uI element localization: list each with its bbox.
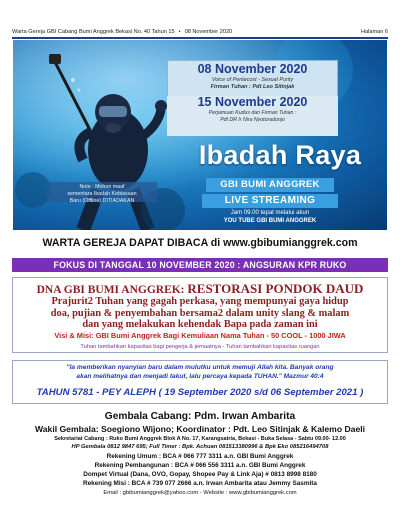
dna-line-1: Prajurit2 Tuhan yang gagah perkasa, yang mempunyai gaya hidup xyxy=(51,296,349,307)
account-mission: Rekening Misi : BCA # 739 077 2666 a.n. Irwan Ambarita atau Jemmy Sasmita xyxy=(83,480,317,487)
header-date: 08 November 2020 xyxy=(184,28,233,35)
dna-title-main: RESTORASI PONDOK DAUD xyxy=(187,281,364,296)
email-website: Email : gbibumianggrek@yahoo.com - Website : www.gbibumianggrek.com xyxy=(103,490,297,496)
live-streaming-badge: LIVE STREAMING xyxy=(202,194,338,208)
header-page-number: Halaman 6 xyxy=(360,28,388,35)
focus-banner: FOKUS DI TANGGAL 10 NOVEMBER 2020 : ANGSURAN KPR RUKO xyxy=(12,258,388,272)
dna-title-prefix: DNA GBI BUMI ANGGREK: xyxy=(36,284,188,296)
banner-title: Ibadah Raya xyxy=(198,140,362,170)
dna-statement xyxy=(12,296,388,331)
vision-mission: Visi & Misi: GBI Bumi Anggrek Bagi Kemuliaan Nama Tuhan - 50 COOL - 1000 JIWA xyxy=(54,331,346,340)
header-divider xyxy=(12,37,388,39)
contact-phones: HP Gembala 0812 9847 695; Full Timer : Bpk. Achuan 081513380996 & Bpk Eko 085216494708 xyxy=(71,444,329,450)
note-line-1: Note : Mohon maaf xyxy=(79,184,125,190)
offline-note xyxy=(47,182,157,202)
year-theme: TAHUN 5781 - PEY ALEPH ( 19 September 2020 s/d 06 September 2021 ) xyxy=(36,387,364,398)
service-date-1: 08 November 2020 xyxy=(197,62,308,76)
service-date-2: 15 November 2020 xyxy=(197,95,308,109)
church-name-badge: GBI BUMI ANGGREK xyxy=(206,178,334,192)
service-time: Jam 09.00 tepat melalui akun xyxy=(230,210,310,216)
service-theme-2: Perjamuan Kudus dan Firman Tuhan : xyxy=(208,110,297,116)
dna-title xyxy=(12,281,388,297)
note-line-2: sementara Ibadah Kebiasaan xyxy=(67,191,137,197)
dna-line-3: dan yang melakukan kehendak Bapa pada zaman ini xyxy=(82,319,318,330)
deputy-pastor: Wakil Gembala: Soegiono Wijono; Koordinator : Pdt. Leo Sitinjak & Kalemo Daeli xyxy=(34,424,366,434)
account-general: Rekening Umum : BCA # 066 777 3311 a.n. GBI Bumi Anggrek xyxy=(106,453,294,460)
verse-line-1: "Ia memberikan nyanyian baru dalam mulutku untuk memuji Allah kita. Banyak orang xyxy=(66,364,334,371)
secretariat-address: Sekretariat Cabang : Ruko Bumi Anggrek Blok A No. 17, Karangsatria, Bekasi - Buka Selasa - Sabtu 09.00- 12.00 xyxy=(54,436,346,442)
service-speaker-1: Firman Tuhan : Pdt Leo Sitinjak xyxy=(210,84,295,90)
verse-line-2: akan melihatnya dan menjadi takut, lalu percaya kepada TUHAN." Mazmur 40:4 xyxy=(76,372,324,380)
header-publication: Warta Gereja GBI Cabang Bumi Anggrek Bekasi No. 40 Tahun 15 xyxy=(12,28,175,35)
note-line-3: Baru (Offline) DITIADAKAN xyxy=(69,198,135,204)
website-notice: WARTA GEREJA DAPAT DIBACA di www.gbibumianggrek.com xyxy=(42,237,358,249)
account-building: Rekening Pembangunan : BCA # 066 556 3311 a.n. GBI Bumi Anggrek xyxy=(94,462,306,469)
header-separator: • xyxy=(178,28,181,35)
dna-line-2: doa, pujian & penyembahan bersama2 dalam unity slang & malam xyxy=(50,307,350,319)
youtube-account: YOU TUBE GBI BUMI ANGGREK xyxy=(223,218,317,224)
pastor-name: Gembala Cabang: Pdm. Irwan Ambarita xyxy=(104,411,296,422)
service-speaker-2: Pdt DR Ir Nira Nyotoradonjo xyxy=(220,117,285,123)
service-theme-1: Voice of Pentecost - Sexual Purity xyxy=(211,77,294,83)
page-header xyxy=(12,26,388,37)
prayer-line: Tuhan tambahkan kapasitas bagi pengerja & jemaatnya - Tuhan tambahkan kapasitas ruangan xyxy=(80,344,320,350)
account-virtual-wallet: Dompet Virtual (Dana, OVO, Gopay, Shopee Pay & Link Aja) # 0813 8998 8180 xyxy=(83,471,317,478)
bible-verse xyxy=(18,364,382,381)
